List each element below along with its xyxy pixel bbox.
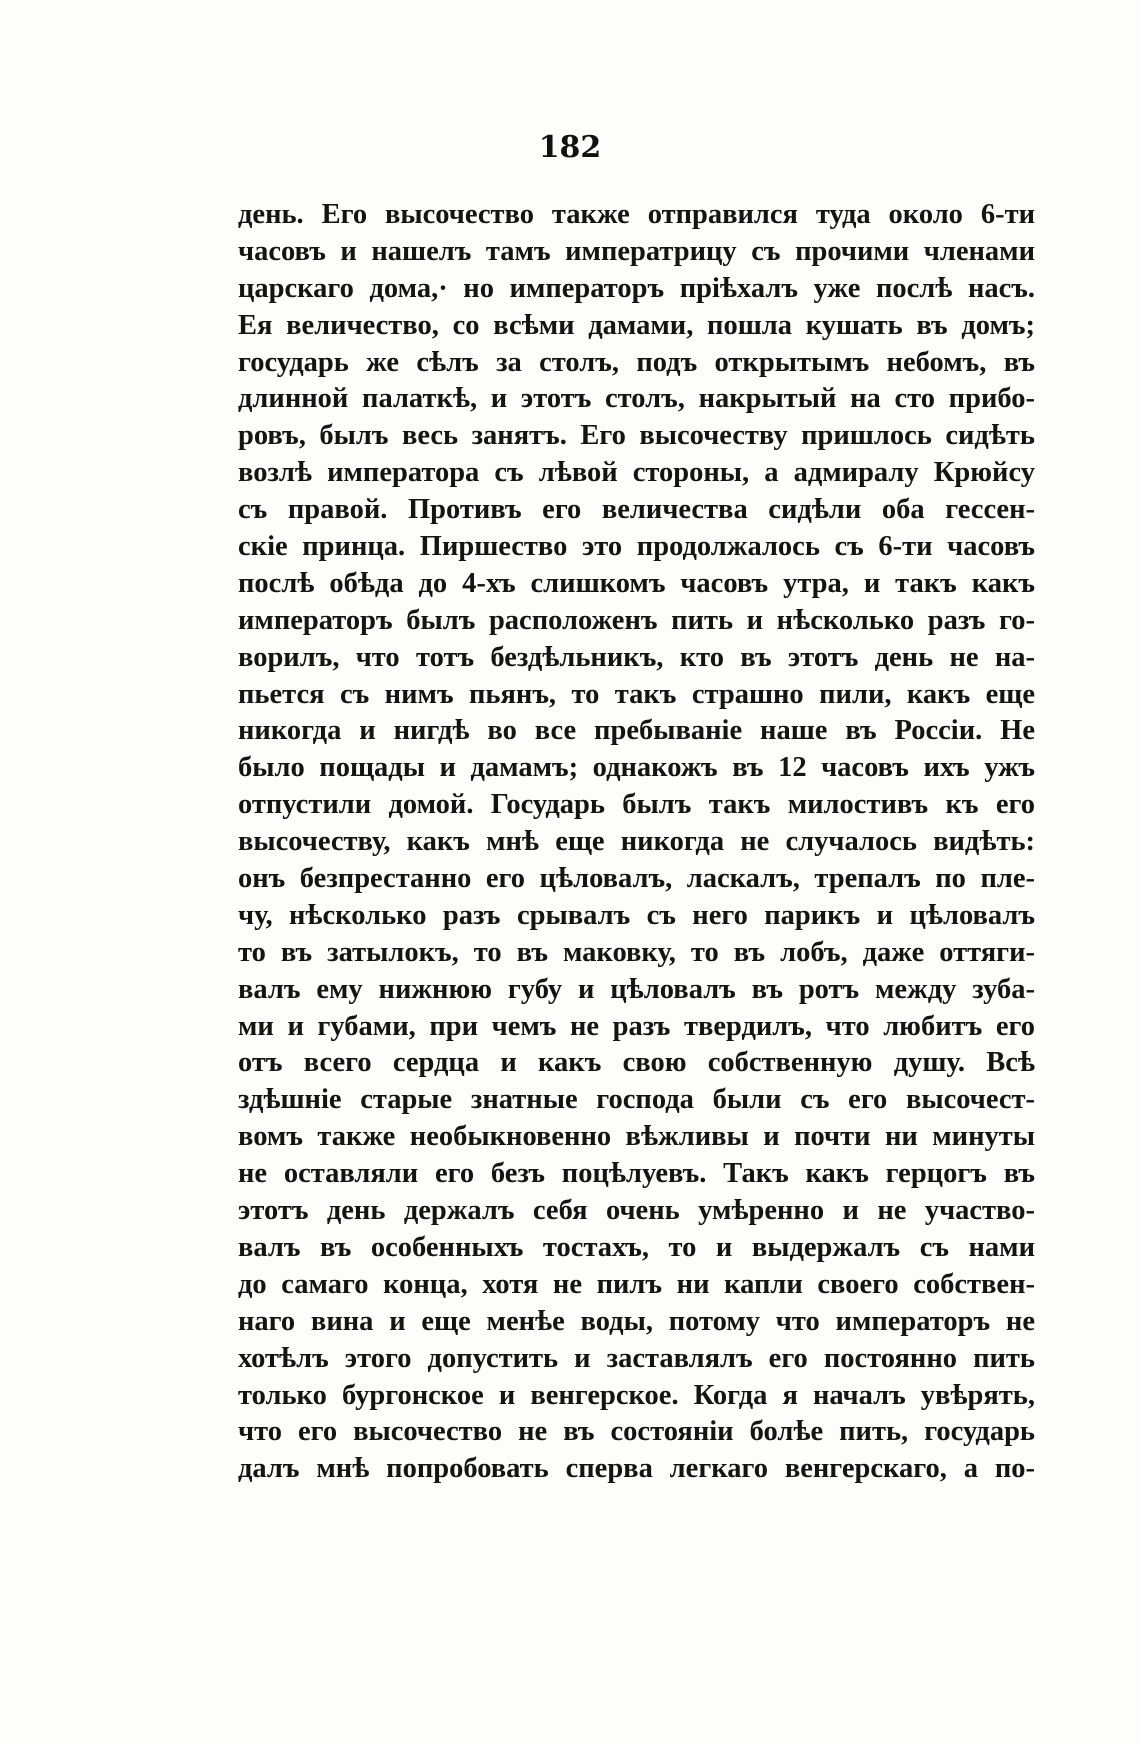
- text-line: съ правой. Противъ его величества сидѣли оба гессен-: [238, 494, 1035, 526]
- text-line: что его высочество не въ состояніи болѣе пить, государь: [238, 1416, 1035, 1448]
- text-line: чу, нѣсколько разъ срывалъ съ него парикъ и цѣловалъ: [238, 899, 1035, 931]
- text-line: ворилъ, что тотъ бездѣльникъ, кто въ этотъ день не на-: [238, 641, 1035, 673]
- text-line: ровъ, былъ весь занятъ. Его высочеству пришлось сидѣть: [238, 420, 1035, 452]
- text-line: никогда и нигдѣ во все пребываніе наше въ Россіи. Не: [238, 715, 1035, 747]
- text-line: послѣ обѣда до 4-хъ слишкомъ часовъ утра, и такъ какъ: [238, 567, 1035, 599]
- text-line: этотъ день держалъ себя очень умѣренно и не участво-: [238, 1195, 1035, 1227]
- text-line: валъ ему нижнюю губу и цѣловалъ въ ротъ между зуба-: [238, 973, 1035, 1005]
- text-line: валъ въ особенныхъ тостахъ, то и выдержалъ съ нами: [238, 1231, 1035, 1263]
- text-line: то въ затылокъ, то въ маковку, то въ лобъ, даже оттяги-: [238, 936, 1035, 968]
- text-line: наго вина и еще менѣе воды, потому что императоръ не: [238, 1305, 1035, 1337]
- text-line: длинной палаткѣ, и этотъ столъ, накрытый на сто прибо-: [238, 383, 1035, 415]
- text-line: государь же сѣлъ за столъ, подъ открытымъ небомъ, въ: [238, 346, 1035, 378]
- text-line: отъ всего сердца и какъ свою собственную душу. Всѣ: [238, 1047, 1035, 1079]
- text-line: отпустили домой. Государь былъ такъ милостивъ къ его: [238, 789, 1035, 821]
- text-line: возлѣ императора съ лѣвой стороны, а адмиралу Крюйсу: [238, 457, 1035, 489]
- text-line: пьется съ нимъ пьянъ, то такъ страшно пили, какъ еще: [238, 678, 1035, 710]
- text-line: здѣшніе старые знатные господа были съ его высочест-: [238, 1084, 1035, 1116]
- text-line: ми и губами, при чемъ не разъ твердилъ, что любитъ его: [238, 1010, 1035, 1042]
- text-line: царскаго дома,· но императоръ пріѣхалъ уже послѣ насъ.: [238, 272, 1035, 304]
- text-line: до самаго конца, хотя не пилъ ни капли своего собствен-: [238, 1268, 1035, 1300]
- text-line: было пощады и дамамъ; однакожъ въ 12 часовъ ихъ ужъ: [238, 752, 1035, 784]
- text-line: день. Его высочество также отправился туда около 6-ти: [238, 199, 1035, 230]
- text-line: только бургонское и венгерское. Когда я началъ увѣрять,: [238, 1379, 1035, 1411]
- text-line: не оставляли его безъ поцѣлуевъ. Такъ какъ герцогъ въ: [238, 1158, 1035, 1190]
- text-line: Ея величество, со всѣми дамами, пошла кушать въ домъ;: [238, 309, 1035, 341]
- text-line: скіе принца. Пиршество это продолжалось съ 6-ти часовъ: [238, 531, 1035, 563]
- page-number: 182: [538, 130, 602, 165]
- text-line: императоръ былъ расположенъ пить и нѣсколько разъ го-: [238, 604, 1035, 636]
- text-line: хотѣлъ этого допустить и заставлялъ его постоянно пить: [238, 1342, 1035, 1374]
- text-line: часовъ и нашелъ тамъ императрицу съ прочими членами: [238, 235, 1035, 267]
- text-line: вомъ также необыкновенно вѣжливы и почти ни минуты: [238, 1121, 1035, 1153]
- text-line: онъ безпрестанно его цѣловалъ, ласкалъ, трепалъ по пле-: [238, 863, 1035, 895]
- text-line: далъ мнѣ попробовать сперва легкаго венгерскаго, а по-: [238, 1453, 1035, 1485]
- text-line: высочеству, какъ мнѣ еще никогда не случалось видѣть:: [238, 826, 1035, 858]
- body-text: [238, 197, 1035, 1488]
